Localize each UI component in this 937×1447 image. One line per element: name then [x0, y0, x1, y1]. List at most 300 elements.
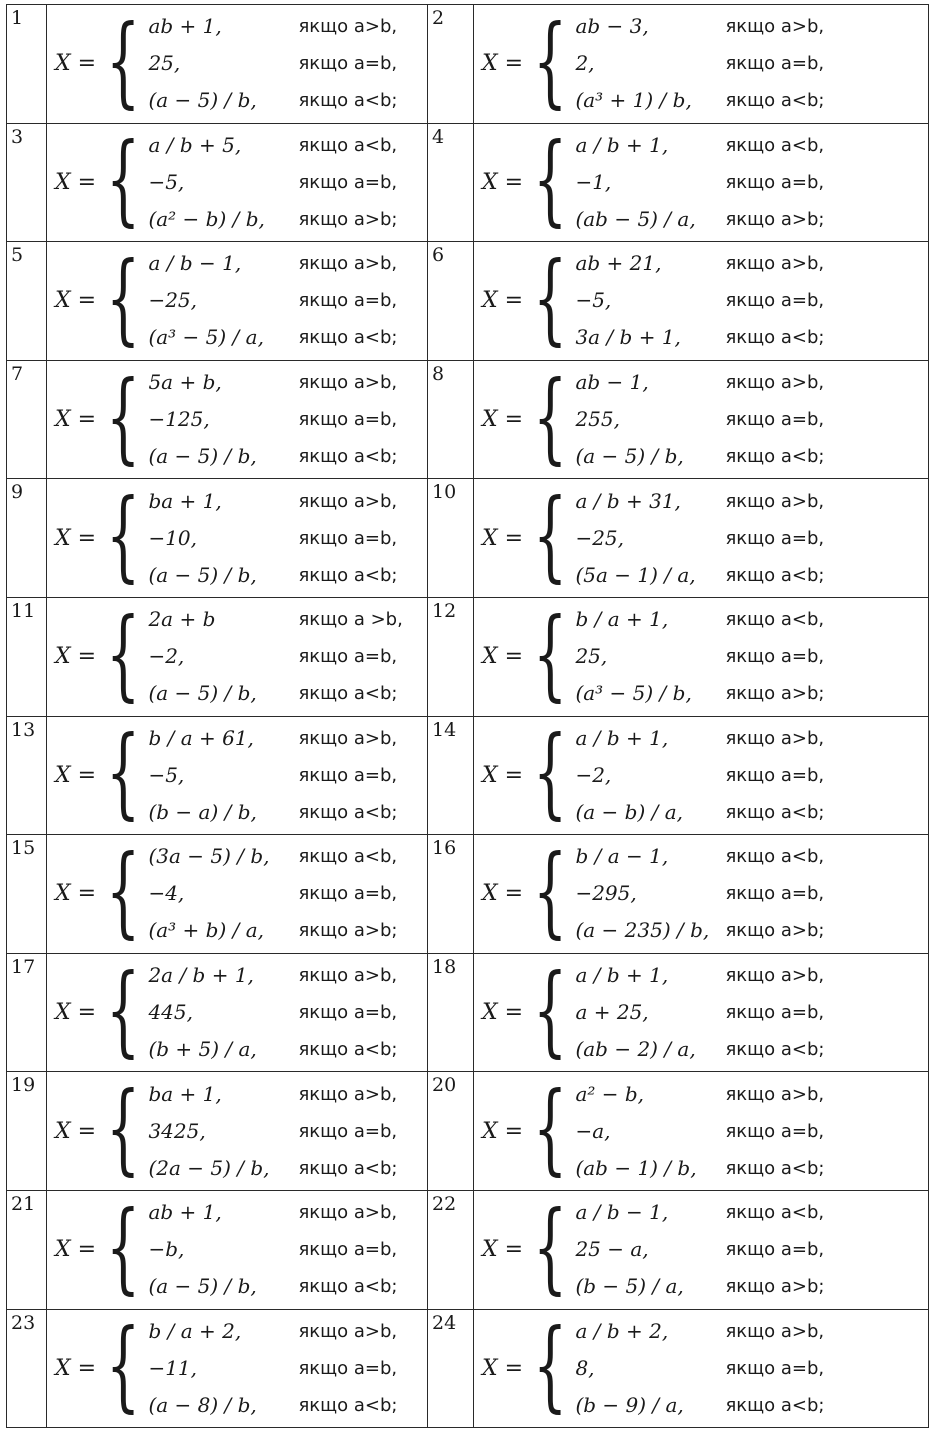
function-label: X = — [482, 881, 524, 907]
case-row — [575, 520, 824, 557]
variant-formula — [474, 479, 929, 598]
case-row — [148, 1150, 397, 1187]
case-condition: якщо a<b; — [725, 1039, 825, 1061]
case-row — [575, 1387, 824, 1424]
case-condition: якщо a<b; — [298, 446, 398, 468]
case-condition: якщо a<b; — [298, 1157, 398, 1179]
piecewise-function — [47, 1191, 427, 1309]
case-condition: якщо a=b, — [298, 764, 398, 786]
left-brace: { — [106, 834, 141, 949]
variant-row — [7, 597, 929, 716]
cases-list — [148, 601, 402, 712]
case-row — [575, 757, 824, 794]
function-label: X = — [55, 288, 97, 314]
case-row — [148, 957, 397, 994]
case-expression: (a³ + 1) / b, — [575, 88, 692, 113]
case-row — [575, 1350, 824, 1387]
variant-row — [7, 5, 929, 124]
case-row — [575, 994, 824, 1031]
function-label: X = — [482, 525, 524, 551]
variant-number: 21 — [7, 1190, 47, 1309]
piecewise-function — [474, 1191, 928, 1309]
case-row — [575, 245, 824, 282]
case-condition: якщо a<b, — [725, 134, 825, 156]
variants-table-body — [7, 5, 929, 1428]
case-condition: якщо a<b, — [725, 609, 825, 631]
case-expression: (a − 5) / b, — [148, 1274, 257, 1299]
variant-row — [7, 1072, 929, 1191]
variant-row — [7, 479, 929, 598]
case-expression: (3a − 5) / b, — [148, 844, 270, 869]
variant-formula — [47, 1190, 428, 1309]
case-condition: якщо a>b, — [725, 965, 825, 987]
variant-row — [7, 953, 929, 1072]
variant-number: 17 — [7, 953, 47, 1072]
left-brace: { — [533, 1190, 568, 1305]
cases-list — [148, 1076, 397, 1187]
variant-formula — [474, 5, 929, 124]
piecewise-function — [474, 835, 928, 953]
cases-list — [575, 483, 824, 594]
left-brace: { — [106, 360, 141, 475]
case-row — [575, 1194, 824, 1231]
case-condition: якщо a>b, — [298, 490, 398, 512]
case-expression: −295, — [575, 881, 637, 906]
case-row — [148, 757, 397, 794]
case-row — [575, 1031, 824, 1068]
case-condition: якщо a>b, — [298, 1320, 398, 1342]
case-row — [575, 201, 824, 238]
piecewise-function — [474, 1072, 928, 1190]
variant-number: 11 — [7, 597, 47, 716]
case-expression: −4, — [148, 881, 185, 906]
case-expression: a / b + 31, — [575, 488, 681, 513]
case-condition: якщо a>b, — [298, 16, 398, 38]
variant-formula — [47, 953, 428, 1072]
case-condition: якщо a>b, — [298, 1083, 398, 1105]
variant-number: 6 — [428, 242, 474, 361]
piecewise-function — [47, 954, 427, 1072]
case-expression: −1, — [575, 169, 612, 194]
case-expression: (a³ − 5) / b, — [575, 681, 692, 706]
case-row — [575, 794, 824, 831]
case-condition: якщо a<b; — [298, 683, 398, 705]
case-row — [575, 438, 824, 475]
case-row — [575, 957, 824, 994]
variant-formula — [474, 123, 929, 242]
case-expression: (5a − 1) / a, — [575, 562, 696, 587]
case-row — [148, 838, 397, 875]
cases-list — [148, 127, 397, 238]
case-row — [575, 912, 824, 949]
case-expression: −125, — [148, 407, 210, 432]
case-expression: a / b + 1, — [575, 132, 669, 157]
case-expression: b / a + 2, — [148, 1318, 242, 1343]
cases-list — [148, 1313, 397, 1424]
function-label: X = — [55, 762, 97, 788]
case-row — [148, 720, 397, 757]
variant-formula — [474, 597, 929, 716]
case-row — [148, 601, 402, 638]
piecewise-function — [47, 479, 427, 597]
case-condition: якщо a=b, — [298, 646, 398, 668]
case-expression: 2a + b — [148, 607, 216, 632]
case-condition: якщо a<b; — [298, 1276, 398, 1298]
function-label: X = — [55, 1000, 97, 1026]
variant-row — [7, 1190, 929, 1309]
variant-number: 3 — [7, 123, 47, 242]
case-condition: якщо a>b, — [298, 727, 398, 749]
case-expression: 3a / b + 1, — [575, 325, 681, 350]
cases-list — [148, 483, 397, 594]
function-label: X = — [55, 51, 97, 77]
variant-row — [7, 242, 929, 361]
case-row — [575, 82, 824, 119]
function-label: X = — [482, 407, 524, 433]
case-row — [148, 794, 397, 831]
case-expression: 25 − a, — [575, 1237, 649, 1262]
function-label: X = — [482, 1000, 524, 1026]
case-expression: a / b + 5, — [148, 132, 242, 157]
cases-list — [575, 601, 824, 712]
case-row — [148, 438, 397, 475]
case-expression: −a, — [575, 1118, 611, 1143]
case-condition: якщо a=b, — [725, 527, 825, 549]
case-row — [148, 1113, 397, 1150]
case-row — [575, 401, 824, 438]
case-condition: якщо a=b, — [298, 1239, 398, 1261]
case-expression: ab + 21, — [575, 251, 662, 276]
case-condition: якщо a=b, — [725, 646, 825, 668]
case-row — [148, 401, 397, 438]
variant-number: 15 — [7, 835, 47, 954]
function-label: X = — [482, 1237, 524, 1263]
case-expression: −25, — [148, 288, 198, 313]
case-row — [575, 483, 824, 520]
case-row — [575, 838, 824, 875]
variant-formula — [474, 835, 929, 954]
case-expression: a / b + 1, — [575, 963, 669, 988]
variant-formula — [47, 835, 428, 954]
case-row — [148, 638, 402, 675]
cases-list — [575, 1076, 824, 1187]
case-expression: 25, — [148, 51, 181, 76]
case-expression: ba + 1, — [148, 1081, 222, 1106]
case-expression: −b, — [148, 1237, 185, 1262]
function-label: X = — [55, 407, 97, 433]
function-label: X = — [482, 51, 524, 77]
left-brace: { — [533, 241, 568, 356]
case-row — [148, 8, 397, 45]
case-expression: (ab − 5) / a, — [575, 206, 696, 231]
case-condition: якщо a<b; — [298, 801, 398, 823]
case-expression: ab + 1, — [148, 1200, 222, 1225]
case-row — [148, 245, 397, 282]
function-label: X = — [482, 1355, 524, 1381]
case-expression: (a − 5) / b, — [148, 444, 257, 469]
case-row — [148, 557, 397, 594]
case-condition: якщо a<b; — [725, 801, 825, 823]
piecewise-function — [47, 1310, 427, 1428]
case-condition: якщо a<b, — [725, 1202, 825, 1224]
case-row — [575, 164, 824, 201]
case-expression: ab − 1, — [575, 370, 649, 395]
variant-number: 18 — [428, 953, 474, 1072]
case-condition: якщо a=b, — [725, 1120, 825, 1142]
cases-list — [575, 720, 824, 831]
variant-formula — [47, 716, 428, 835]
cases-list — [148, 957, 397, 1068]
case-condition: якщо a<b; — [725, 90, 825, 112]
case-condition: якщо a>b, — [725, 727, 825, 749]
case-condition: якщо a=b, — [298, 1002, 398, 1024]
case-condition: якщо a>b, — [725, 372, 825, 394]
cases-list — [575, 245, 824, 356]
left-brace: { — [533, 4, 568, 119]
case-row — [575, 127, 824, 164]
case-expression: (ab − 1) / b, — [575, 1155, 697, 1180]
case-row — [575, 875, 824, 912]
case-condition: якщо a>b, — [725, 490, 825, 512]
variant-formula — [474, 1072, 929, 1191]
case-expression: (a − 5) / b, — [148, 681, 257, 706]
case-row — [148, 201, 397, 238]
variant-number: 7 — [7, 360, 47, 479]
case-expression: (b − a) / b, — [148, 799, 257, 824]
case-condition: якщо a>b, — [725, 1083, 825, 1105]
case-row — [148, 364, 397, 401]
function-label: X = — [482, 288, 524, 314]
piecewise-function — [474, 1310, 928, 1428]
case-condition: якщо a=b, — [298, 290, 398, 312]
case-condition: якщо a >b, — [298, 609, 403, 631]
cases-list — [575, 1194, 824, 1305]
case-condition: якщо a<b; — [725, 564, 825, 586]
function-label: X = — [55, 169, 97, 195]
case-row — [148, 127, 397, 164]
piecewise-function — [47, 361, 427, 479]
cases-list — [148, 720, 397, 831]
left-brace: { — [106, 597, 141, 712]
variant-formula — [474, 716, 929, 835]
cases-list — [575, 1313, 824, 1424]
case-expression: ba + 1, — [148, 488, 222, 513]
left-brace: { — [533, 479, 568, 594]
case-expression: (a³ − 5) / a, — [148, 325, 264, 350]
case-expression: (a − 5) / b, — [148, 562, 257, 587]
left-brace: { — [106, 479, 141, 594]
piecewise-function — [47, 124, 427, 242]
case-row — [148, 1313, 397, 1350]
piecewise-function — [47, 5, 427, 123]
variant-formula — [474, 360, 929, 479]
left-brace: { — [106, 123, 141, 238]
variant-row — [7, 716, 929, 835]
case-row — [148, 994, 397, 1031]
variant-number: 14 — [428, 716, 474, 835]
variant-formula — [47, 360, 428, 479]
case-row — [575, 675, 824, 712]
left-brace: { — [533, 360, 568, 475]
cases-list — [575, 127, 824, 238]
case-expression: 5a + b, — [148, 370, 222, 395]
variant-row — [7, 1309, 929, 1428]
variant-formula — [47, 1072, 428, 1191]
variant-number: 10 — [428, 479, 474, 598]
case-row — [575, 1268, 824, 1305]
case-row — [148, 1031, 397, 1068]
left-brace: { — [106, 241, 141, 356]
case-expression: −2, — [148, 644, 185, 669]
case-condition: якщо a=b, — [298, 53, 398, 75]
variant-formula — [47, 597, 428, 716]
case-row — [575, 1113, 824, 1150]
left-brace: { — [106, 1309, 141, 1424]
case-expression: a / b − 1, — [148, 251, 242, 276]
left-brace: { — [106, 716, 141, 831]
case-expression: (a − 235) / b, — [575, 918, 710, 943]
function-label: X = — [55, 644, 97, 670]
variant-number: 5 — [7, 242, 47, 361]
variant-formula — [47, 479, 428, 598]
case-condition: якщо a=b, — [725, 1357, 825, 1379]
left-brace: { — [106, 4, 141, 119]
case-row — [148, 675, 402, 712]
variant-number: 8 — [428, 360, 474, 479]
case-expression: 2a / b + 1, — [148, 963, 254, 988]
case-row — [148, 45, 397, 82]
case-row — [575, 8, 824, 45]
cases-list — [575, 957, 824, 1068]
case-expression: (2a − 5) / b, — [148, 1155, 270, 1180]
variant-formula — [474, 1190, 929, 1309]
variant-number: 2 — [428, 5, 474, 124]
case-expression: 445, — [148, 1000, 193, 1025]
case-row — [575, 1313, 824, 1350]
case-condition: якщо a=b, — [298, 527, 398, 549]
left-brace: { — [533, 716, 568, 831]
variant-number: 16 — [428, 835, 474, 954]
case-row — [148, 483, 397, 520]
variants-table — [6, 4, 929, 1428]
variant-number: 13 — [7, 716, 47, 835]
case-row — [148, 282, 397, 319]
case-expression: −11, — [148, 1355, 198, 1380]
variant-formula — [47, 123, 428, 242]
case-condition: якщо a=b, — [298, 171, 398, 193]
case-expression: 25, — [575, 644, 608, 669]
case-row — [575, 1231, 824, 1268]
left-brace: { — [106, 953, 141, 1068]
piecewise-function — [474, 598, 928, 716]
case-condition: якщо a<b; — [298, 327, 398, 349]
case-condition: якщо a>b; — [725, 683, 825, 705]
variant-number: 19 — [7, 1072, 47, 1191]
function-label: X = — [55, 525, 97, 551]
piecewise-function — [474, 717, 928, 835]
left-brace: { — [533, 123, 568, 238]
case-condition: якщо a=b, — [298, 883, 398, 905]
case-expression: (b − 9) / a, — [575, 1392, 684, 1417]
cases-list — [148, 8, 397, 119]
cases-list — [148, 364, 397, 475]
case-condition: якщо a<b, — [725, 846, 825, 868]
case-row — [148, 164, 397, 201]
piecewise-function — [474, 124, 928, 242]
case-condition: якщо a<b, — [298, 846, 398, 868]
case-condition: якщо a=b, — [725, 883, 825, 905]
case-condition: якщо a>b, — [298, 965, 398, 987]
case-expression: (b + 5) / a, — [148, 1037, 257, 1062]
case-row — [148, 1076, 397, 1113]
cases-list — [575, 8, 824, 119]
case-condition: якщо a<b; — [298, 1039, 398, 1061]
case-condition: якщо a=b, — [725, 409, 825, 431]
piecewise-function — [47, 242, 427, 360]
function-label: X = — [55, 1355, 97, 1381]
case-condition: якщо a=b, — [298, 1120, 398, 1142]
cases-list — [148, 838, 397, 949]
variant-number: 1 — [7, 5, 47, 124]
case-condition: якщо a>b, — [298, 1202, 398, 1224]
case-expression: 2, — [575, 51, 595, 76]
case-row — [148, 1350, 397, 1387]
case-expression: −5, — [575, 288, 612, 313]
case-expression: 255, — [575, 407, 620, 432]
case-condition: якщо a<b; — [725, 1394, 825, 1416]
variant-formula — [474, 242, 929, 361]
case-row — [148, 319, 397, 356]
case-condition: якщо a<b; — [725, 446, 825, 468]
case-expression: −2, — [575, 762, 612, 787]
case-condition: якщо a>b; — [725, 920, 825, 942]
case-row — [575, 557, 824, 594]
case-condition: якщо a=b, — [725, 764, 825, 786]
case-row — [575, 319, 824, 356]
left-brace: { — [106, 1072, 141, 1187]
case-condition: якщо a<b; — [725, 327, 825, 349]
case-condition: якщо a=b, — [725, 1002, 825, 1024]
variant-number: 23 — [7, 1309, 47, 1428]
case-row — [575, 601, 824, 638]
case-condition: якщо a=b, — [298, 1357, 398, 1379]
case-expression: (a³ + b) / a, — [148, 918, 265, 943]
cases-list — [148, 245, 397, 356]
variants-sheet — [6, 4, 928, 1428]
case-expression: b / a + 1, — [575, 607, 669, 632]
case-expression: (ab − 2) / a, — [575, 1037, 696, 1062]
case-condition: якщо a>b, — [725, 1320, 825, 1342]
variant-row — [7, 835, 929, 954]
case-condition: якщо a=b, — [725, 53, 825, 75]
function-label: X = — [55, 881, 97, 907]
function-label: X = — [482, 644, 524, 670]
function-label: X = — [482, 169, 524, 195]
variant-formula — [474, 1309, 929, 1428]
variant-formula — [47, 1309, 428, 1428]
case-expression: b / a − 1, — [575, 844, 669, 869]
case-condition: якщо a=b, — [725, 171, 825, 193]
case-row — [148, 912, 397, 949]
variant-number: 9 — [7, 479, 47, 598]
variant-number: 12 — [428, 597, 474, 716]
variant-formula — [474, 953, 929, 1072]
case-condition: якщо a>b; — [298, 208, 398, 230]
function-label: X = — [55, 1118, 97, 1144]
variant-number: 4 — [428, 123, 474, 242]
case-row — [575, 282, 824, 319]
left-brace: { — [533, 1309, 568, 1424]
